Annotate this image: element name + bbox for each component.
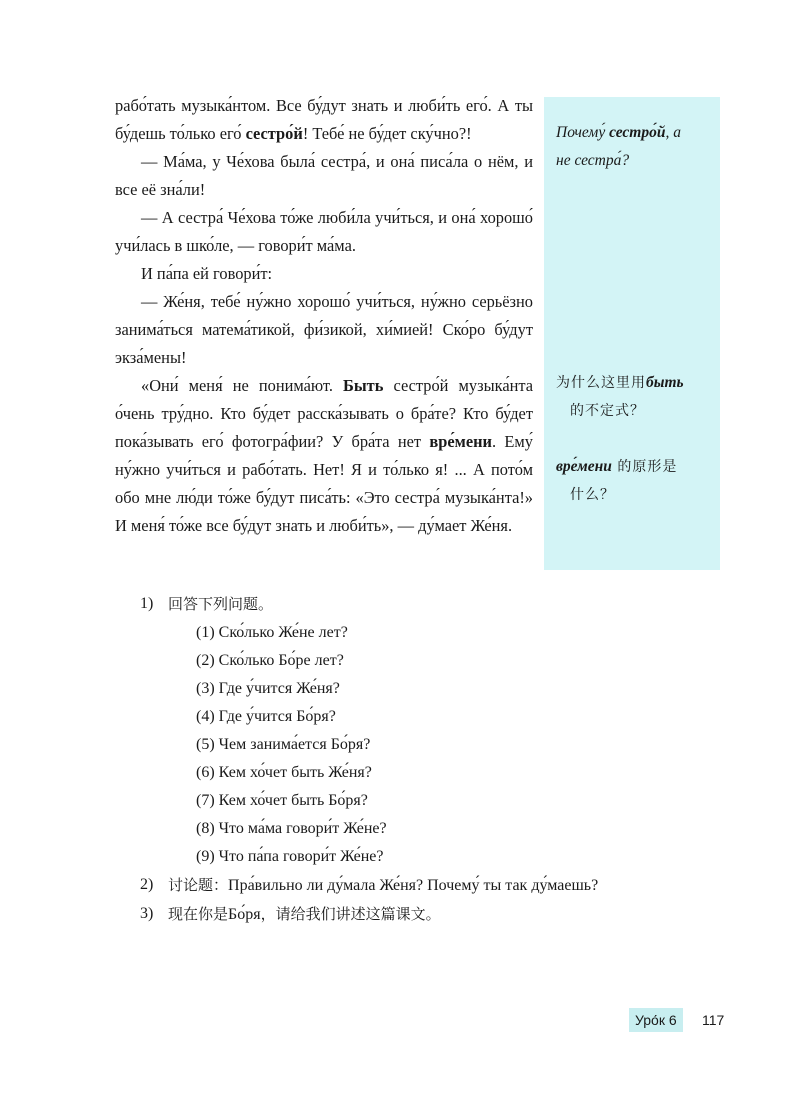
paragraph: — А сестра́ Че́хова то́же люби́ла учи́ться, и она́ хорошо́ учи́лась в шко́ле, — говори́т ма́ма.	[115, 208, 533, 255]
text: рабо́тать музыка́нтом. Все бу́дут знать и люби́ть его́. А ты бу́дешь то́лько его́	[115, 96, 533, 143]
text: , а	[665, 124, 681, 141]
paragraph	[115, 372, 533, 540]
exercise-number: 1)	[140, 595, 154, 612]
question-item: (3) Где у́чится Же́ня?	[196, 680, 340, 697]
question-item: (2) Ско́лько Бо́ре лет?	[196, 652, 344, 669]
question-item: (5) Чем занима́ется Бо́ря?	[196, 736, 371, 753]
lesson-badge: Уро́к 6	[629, 1008, 683, 1032]
question-item: (9) Что па́па говори́т Же́не?	[196, 848, 384, 865]
question-item: (8) Что ма́ма говори́т Же́не?	[196, 820, 387, 837]
text: Бо́ря	[228, 906, 261, 923]
paragraph: И па́па ей говори́т:	[141, 264, 273, 283]
bold-word: Быть	[343, 376, 384, 395]
reading-text	[115, 92, 533, 540]
text: не сестра́?	[556, 152, 630, 169]
exercise-item	[140, 590, 700, 871]
text: 讨论题：	[168, 876, 229, 894]
exercise-item	[140, 900, 700, 929]
exercise-title: 回答下列问题。	[168, 595, 274, 613]
text: ，请给我们讲述这篇课文。	[260, 905, 441, 923]
text: . Ему́ ну́жно учи́ться и рабо́тать. Нет! Я и то́лько я! ... А пото́м обо мне лю́ди то́же бу́дут писа́ть: «Это сестра́ музыка́нта!» И меня́ то́же все бу́дут знать и люби́ть», — ду́мает Же́ня.	[115, 432, 533, 535]
text: Почему́	[556, 124, 610, 141]
bold-word: вре́мени	[429, 432, 492, 451]
text: ! Тебе́ не бу́дет ску́чно?!	[302, 124, 472, 143]
text: 的原形是	[611, 459, 678, 475]
margin-note	[556, 369, 684, 425]
exercise-list	[140, 590, 700, 929]
text: 的不定式？	[570, 403, 645, 419]
margin-notes-panel	[544, 97, 720, 570]
text: 现在你是	[168, 905, 229, 923]
question-list	[168, 619, 700, 871]
text: Пра́вильно ли ду́мала Же́ня? Почему́ ты так ду́маешь?	[228, 877, 599, 894]
question-item: (1) Ско́лько Же́не лет?	[196, 624, 348, 641]
paragraph: — Же́ня, тебе́ ну́жно хорошо́ учи́ться, ну́жно серьёзно занима́ться матема́тикой, фи́зикой, хи́мией! Ско́ро бу́дут экза́мены!	[115, 292, 533, 367]
text: 为什么这里用	[556, 375, 646, 391]
exercise-number: 2)	[140, 876, 154, 893]
bold-word: сестро́й	[245, 124, 303, 143]
question-item: (6) Кем хо́чет быть Же́ня?	[196, 764, 372, 781]
exercise-item	[140, 871, 700, 900]
paragraph	[115, 92, 533, 148]
margin-note	[556, 453, 677, 509]
bold-word: вре́мени	[556, 458, 612, 475]
question-item: (4) Где у́чится Бо́ря?	[196, 708, 336, 725]
page-number: 117	[702, 1012, 725, 1028]
text: сестро́й музыка́нта о́чень тру́дно. Кто бу́дет расска́зывать о бра́те? Кто бу́дет пока́зывать его́ фотогра́фии? У бра́та нет	[115, 376, 533, 451]
paragraph: — Ма́ма, у Че́хова была́ сестра́, и она́ писа́ла о нём, и все её зна́ли!	[115, 152, 533, 199]
bold-word: сестро́й	[609, 124, 666, 141]
margin-note	[556, 119, 681, 175]
text: «Они́ меня́ не понима́ют.	[141, 376, 344, 395]
question-item: (7) Кем хо́чет быть Бо́ря?	[196, 792, 368, 809]
bold-word: быть	[646, 374, 684, 391]
exercise-number: 3)	[140, 905, 154, 922]
text: 什么？	[570, 487, 615, 503]
